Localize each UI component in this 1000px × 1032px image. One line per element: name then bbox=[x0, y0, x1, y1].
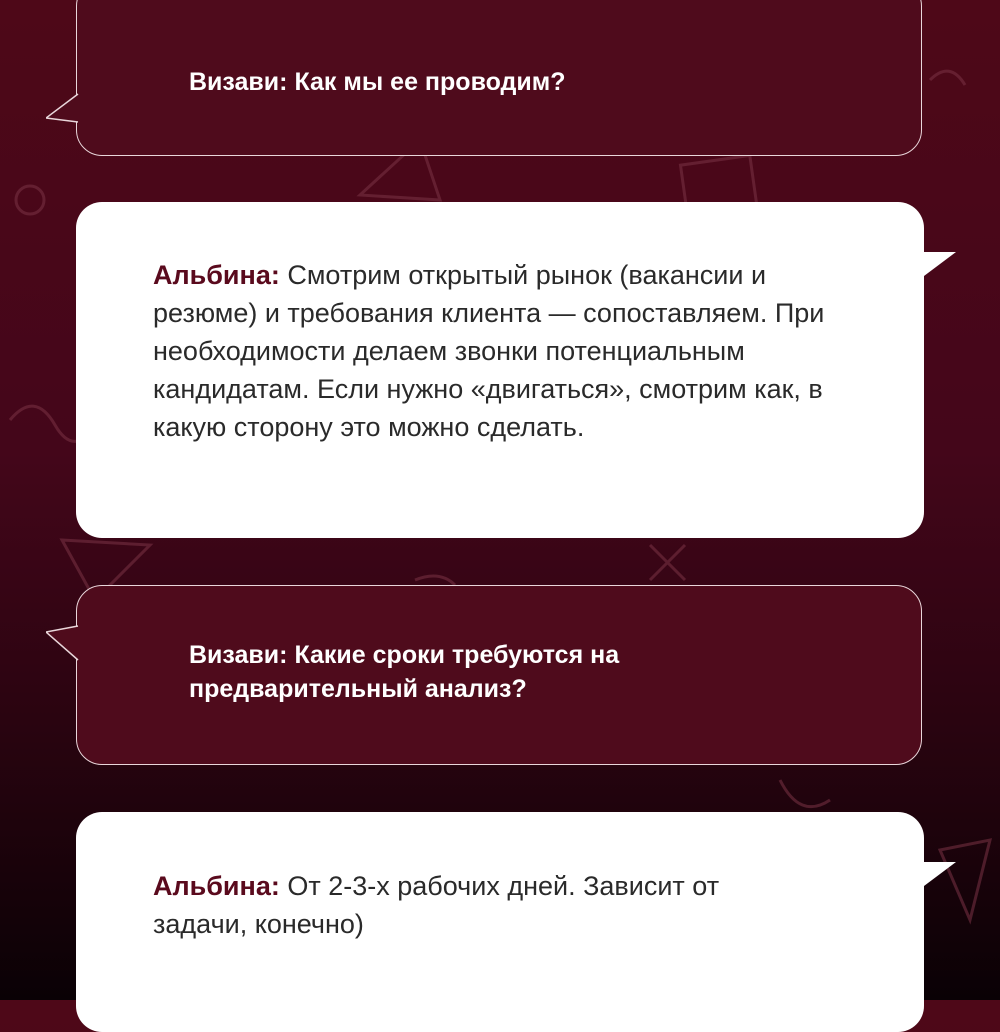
arc-shape bbox=[930, 71, 965, 85]
speaker-label: Визави: bbox=[189, 641, 288, 669]
message-text bbox=[153, 867, 763, 943]
message-bubble-answer-1 bbox=[76, 202, 924, 538]
message-bubble-question-2 bbox=[76, 585, 922, 765]
bubble-tail bbox=[916, 252, 958, 294]
bubble-tail bbox=[46, 624, 86, 664]
message-bubble-answer-2 bbox=[76, 812, 924, 1032]
message-body: От 2-3-х рабочих дней. Зависит от задачи, конечно) bbox=[153, 871, 720, 939]
message-body: Какие сроки требуются на предварительный анализ? bbox=[189, 641, 620, 703]
speaker-label: Альбина: bbox=[153, 871, 280, 901]
message-body: Как мы ее проводим? bbox=[294, 68, 566, 96]
message-body: Смотрим открытый рынок (вакансии и резюме) и требования клиента — сопоставляем. При необходимости делаем звонки потенциальным кандидатам. Если нужно «двигаться», смотрим как, в какую сторону это можно сделать. bbox=[153, 260, 825, 442]
arc-shape bbox=[415, 576, 455, 585]
message-text bbox=[189, 638, 749, 706]
arc-shape bbox=[780, 780, 830, 807]
bubble-tail bbox=[46, 92, 86, 132]
message-bubble-question-1 bbox=[76, 0, 922, 156]
speaker-label: Альбина: bbox=[153, 260, 280, 290]
bubble-tail bbox=[916, 862, 958, 904]
speaker-label: Визави: bbox=[189, 68, 288, 96]
message-text bbox=[189, 65, 829, 99]
message-text bbox=[153, 256, 863, 446]
circle-shape bbox=[16, 186, 44, 214]
cross-shape bbox=[650, 545, 685, 580]
